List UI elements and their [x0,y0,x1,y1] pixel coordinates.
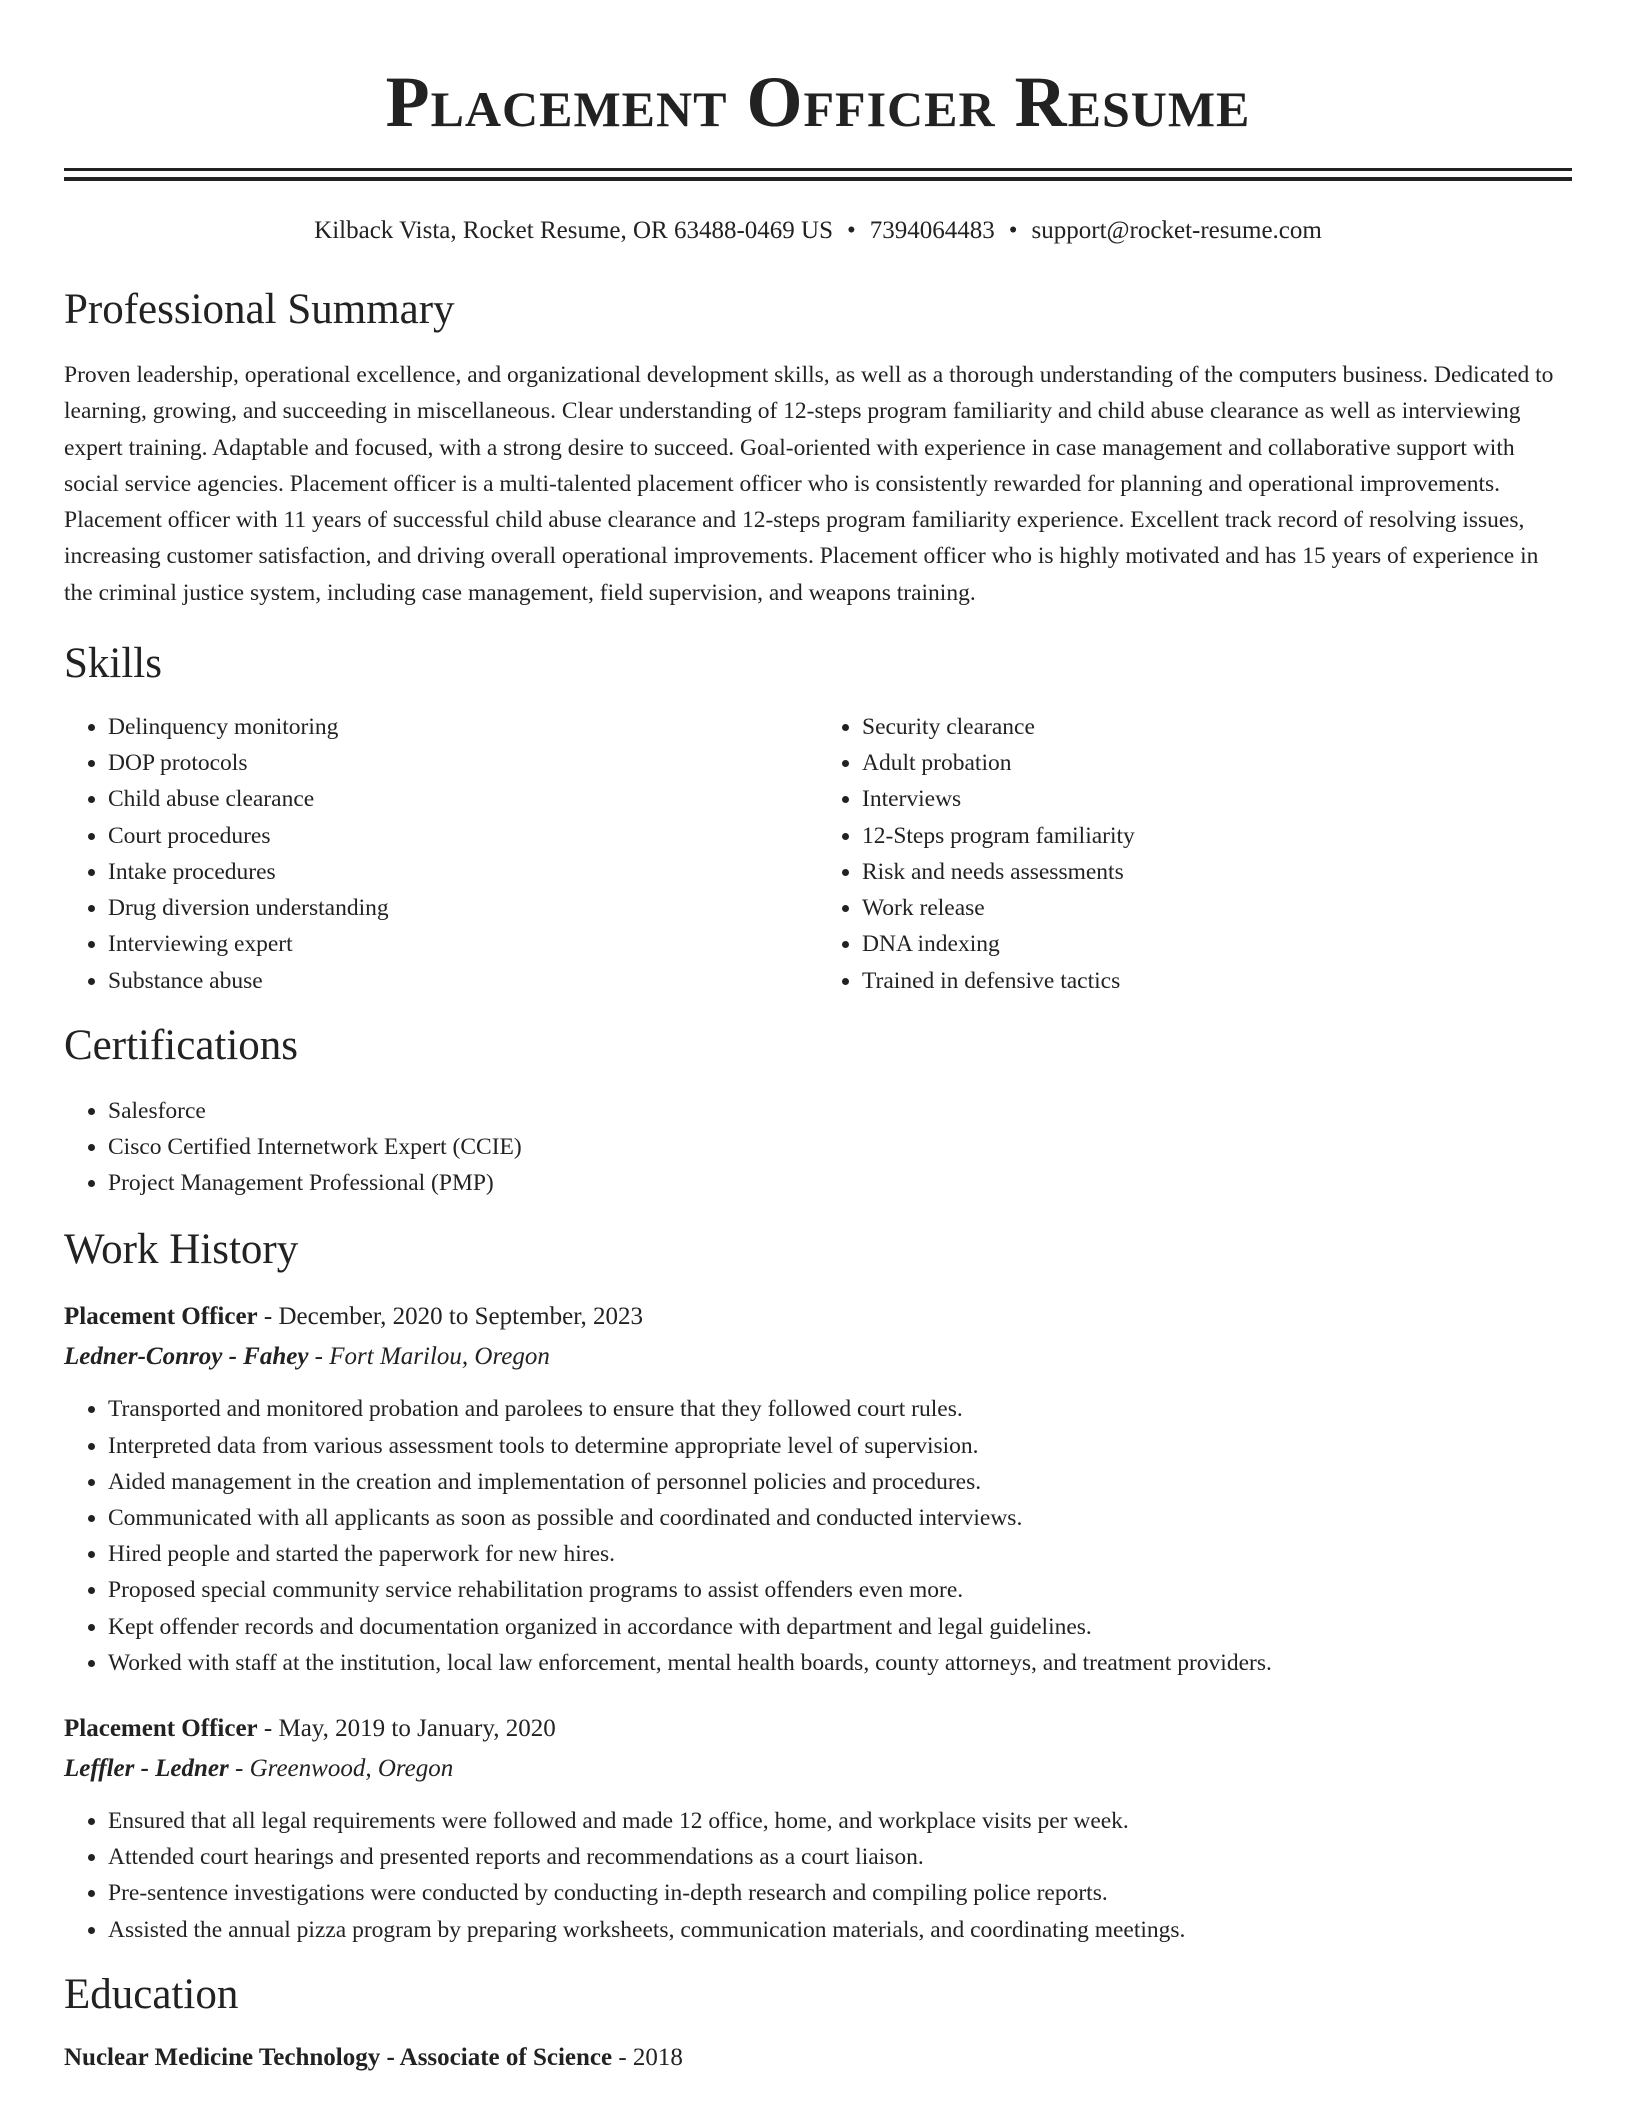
contact-address: Kilback Vista, Rocket Resume, OR 63488-0469 US [314,217,833,244]
skill-item: • Child abuse clearance [108,781,818,817]
skill-item: • Trained in defensive tactics [862,963,1572,999]
job-duty: • Proposed special community service rehabilitation programs to assist offenders even more. [108,1572,1572,1608]
job-title: Placement Officer [64,1714,258,1742]
summary-heading: Professional Summary [64,286,455,333]
contact-line [64,215,1572,247]
job-entry [64,1711,1572,1948]
skill-item: • Security clearance [862,709,1572,745]
job-location: - Greenwood, Oregon [228,1754,454,1782]
job-dates: - December, 2020 to September, 2023 [257,1303,644,1331]
skill-item: • DOP protocols [108,745,818,781]
skill-item: • Substance abuse [108,963,818,999]
job-duty: • Ensured that all legal requirements were followed and made 12 office, home, and workplace visits per week. [108,1803,1572,1839]
job-duty: • Attended court hearings and presented reports and recommendations as a court liaison. [108,1839,1572,1875]
resume-page [64,0,1572,2076]
education-year: - 2018 [612,2043,683,2071]
job-company: Leffler - Ledner [64,1754,229,1782]
certifications-list [64,1093,1572,1202]
certifications-heading: Certifications [64,1021,299,1069]
skills-heading: Skills [64,640,162,688]
job-duty: • Pre-sentence investigations were conducted by conducting in-depth research and compiling police reports. [108,1875,1572,1911]
summary-text: Proven leadership, operational excellence, and organizational development skills, as well as a thorough understanding of the computers business. Dedicated to learning, growing, and succeeding in miscellaneous. Clear understanding of 12-steps program familiarity and child abuse clearance as well as interviewing expert training. Adaptable and focused, with a strong desire to succeed. Goal-oriented with experience in case management and collaborative support with social service agencies. Placement officer is a multi-talented placement officer who is consistently rewarded for planning and operational improvements. Placement officer with 11 years of successful child abuse clearance and 12-steps program familiarity experience. Excellent track record of resolving issues, increasing customer satisfaction, and driving overall operational improvements. Placement officer who is highly motivated and has 15 years of experience in the criminal justice system, including case management, field supervision, and weapons training. [64,362,1554,606]
skills-columns [64,709,1572,999]
work-history-heading: Work History [64,1226,299,1274]
skill-item: • Interviewing expert [108,926,818,962]
contact-phone: 7394064483 [869,217,995,244]
certification-item: • Salesforce [108,1093,1572,1129]
job-title-line [64,1711,1572,1747]
contact-separator: • [847,217,856,244]
skills-list-right [818,709,1572,999]
job-title: Placement Officer [64,1303,258,1331]
job-duties-list [64,1803,1572,1948]
job-duty: • Transported and monitored probation and parolees to ensure that they followed court rules. [108,1391,1572,1427]
job-location: - Fort Marilou, Oregon [308,1343,550,1371]
skill-item: • Court procedures [108,818,818,854]
job-duty: • Kept offender records and documentation organized in accordance with department and legal guidelines. [108,1609,1572,1645]
contact-email: support@rocket-resume.com [1031,217,1322,244]
skill-item: • Adult probation [862,745,1572,781]
job-entry [64,1299,1572,1681]
certification-item: • Project Management Professional (PMP) [108,1165,1572,1201]
skill-item: • Risk and needs assessments [862,854,1572,890]
skill-item: • Drug diversion understanding [108,890,818,926]
job-duties-list [64,1391,1572,1681]
skills-list-left [64,709,818,999]
resume-title: Placement Officer Resume [385,62,1251,142]
education-degree: Nuclear Medicine Technology - Associate of Science [64,2043,613,2071]
contact-separator: • [1008,217,1018,244]
education-heading: Education [64,1970,239,2018]
job-company: Ledner-Conroy - Fahey [64,1343,309,1371]
job-duty: • Interpreted data from various assessment tools to determine appropriate level of supervision. [108,1428,1572,1464]
skill-item: • DNA indexing [862,926,1572,962]
job-title-line [64,1299,1572,1335]
skill-item: • Intake procedures [108,854,818,890]
job-duty: • Worked with staff at the institution, local law enforcement, mental health boards, county attorneys, and treatment providers. [108,1645,1572,1681]
education-entry [64,2040,1572,2076]
certification-item: • Cisco Certified Internetwork Expert (CCIE) [108,1129,1572,1165]
job-duty: • Assisted the annual pizza program by preparing worksheets, communication materials, and coordinating meetings. [108,1912,1572,1948]
job-company-line [64,1339,1572,1375]
skill-item: • Interviews [862,781,1572,817]
job-duty: • Aided management in the creation and implementation of personnel policies and procedures. [108,1464,1572,1500]
job-dates: - May, 2019 to January, 2020 [257,1714,556,1742]
job-duty: • Communicated with all applicants as soon as possible and coordinated and conducted interviews. [108,1500,1572,1536]
job-duty: • Hired people and started the paperwork for new hires. [108,1536,1572,1572]
title-rule-top [64,168,1572,171]
title-rule-bottom [64,177,1572,181]
skill-item: • Work release [862,890,1572,926]
skill-item: • 12-Steps program familiarity [862,818,1572,854]
job-company-line [64,1751,1572,1787]
skill-item: • Delinquency monitoring [108,709,818,745]
